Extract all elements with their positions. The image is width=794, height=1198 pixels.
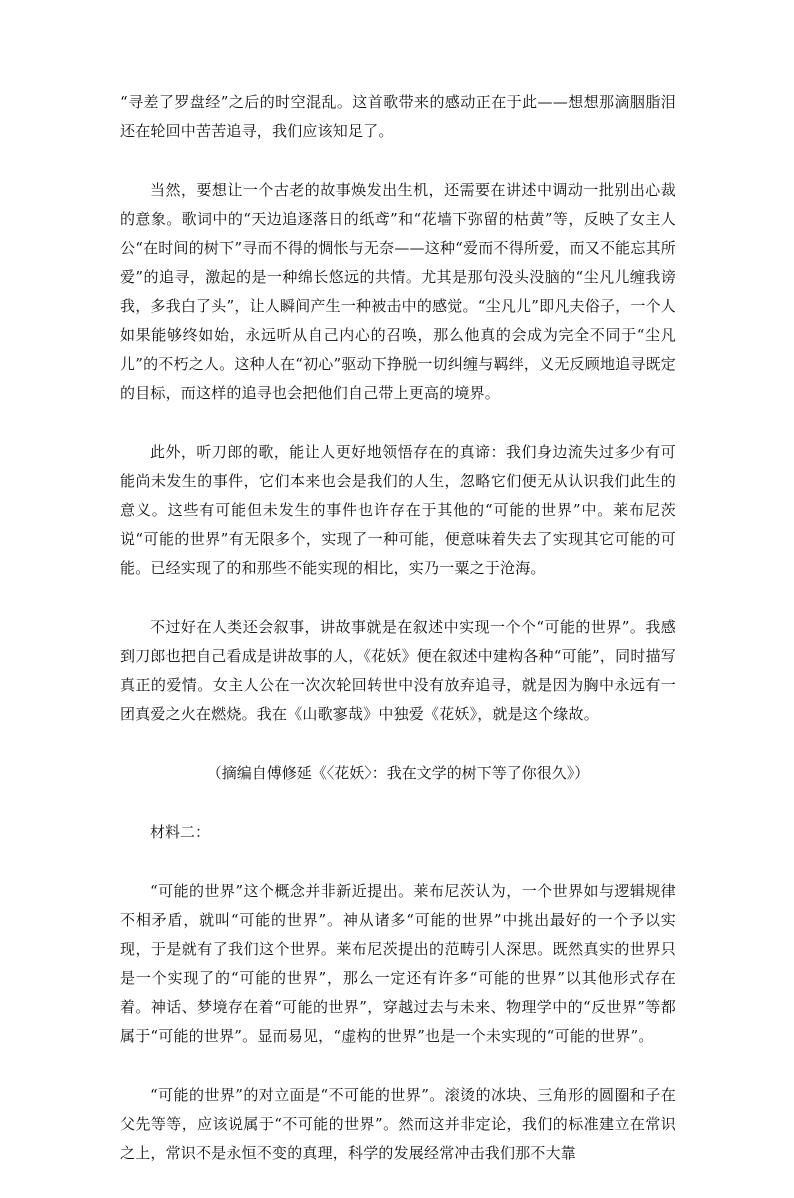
paragraph-continuation: “寻差了罗盘经”之后的时空混乱。这首歌带来的感动正在于此——想想那滴胭脂泪还在轮回中苦苦追寻，我们应该知足了。 <box>120 93 676 140</box>
material-two-label: 材料二： <box>150 823 211 841</box>
paragraph-truth-of-existence: 此外，听刀郎的歌，能让人更好地领悟存在的真谛：我们身边流失过多少有可能尚未发生的事件，它们本来也会是我们的人生，忽略它们便无从认识我们此生的意义。这些有可能但未发生的事件也许存在于其他的“可能的世界”中。莱布尼茨说“可能的世界”有无限多个，实现了一种可能，便意味着失去了实现其它可能的可能。已经实现了的和那些不能实现的相比，实乃一粟之于沧海。 <box>120 443 676 577</box>
paragraph-imagery: 当然，要想让一个古老的故事焕发出生机，还需要在讲述中调动一批别出心裁的意象。歌词中的“天边追逐落日的纸鸢”和“花墙下弥留的枯黄”等，反映了女主人公“在时间的树下”寻而不得的惆怅与无奈——这种“爱而不得所爱，而又不能忘其所爱”的追寻，激起的是一种绵长悠远的共情。尤其是那句没头没脑的“尘凡儿缠我谤我，多我白了头”，让人瞬间产生一种被击中的感觉。“尘凡儿”即凡夫俗子，一个人如果能够终如始，永远听从自己内心的召唤，那么他真的会成为完全不同于“尘凡儿”的不朽之人。这种人在“初心”驱动下挣脱一切纠缠与羁绊，义无反顾地追寻既定的目标，而这样的追寻也会把他们自己带上更高的境界。 <box>120 181 676 402</box>
document-page <box>120 88 676 1198</box>
paragraph-impossible-worlds: “可能的世界”的对立面是“不可能的世界”。滚烫的冰块、三角形的圆圈和子在父先等等，应该说属于“不可能的世界”。然而这并非定论，我们的标准建立在常识之上，常识不是永恒不变的真理，科学的发展经常冲击我们那不大靠 <box>120 1086 676 1162</box>
source-citation: （摘编自傅修延《〈花妖〉：我在文学的树下等了你很久》） <box>206 764 590 782</box>
paragraph-possible-worlds: “可能的世界”这个概念并非新近提出。莱布尼茨认为，一个世界如与逻辑规律不相矛盾，就叫“可能的世界”。神从诸多“可能的世界”中挑出最好的一个予以实现，于是就有了我们这个世界。莱布尼茨提出的范畴引人深思。既然真实的世界只是一个实现了的“可能的世界”，那么一定还有许多“可能的世界”以其他形式存在着。神话、梦境存在着“可能的世界”，穿越过去与未来、物理学中的“反世界”等都属于“可能的世界”。显而易见，“虚构的世界”也是一个未实现的“可能的世界”。 <box>120 882 676 1045</box>
paragraph-storytelling: 不过好在人类还会叙事，讲故事就是在叙述中实现一个个“可能的世界”。我感到刀郎也把自己看成是讲故事的人，《花妖》便在叙述中建构各种“可能”，同时描写真正的爱情。女主人公在一次次轮回转世中没有放弃追寻，就是因为胸中永远有一团真爱之火在燃烧。我在《山歌寥哉》中独爱《花妖》，就是这个缘故。 <box>120 618 676 723</box>
